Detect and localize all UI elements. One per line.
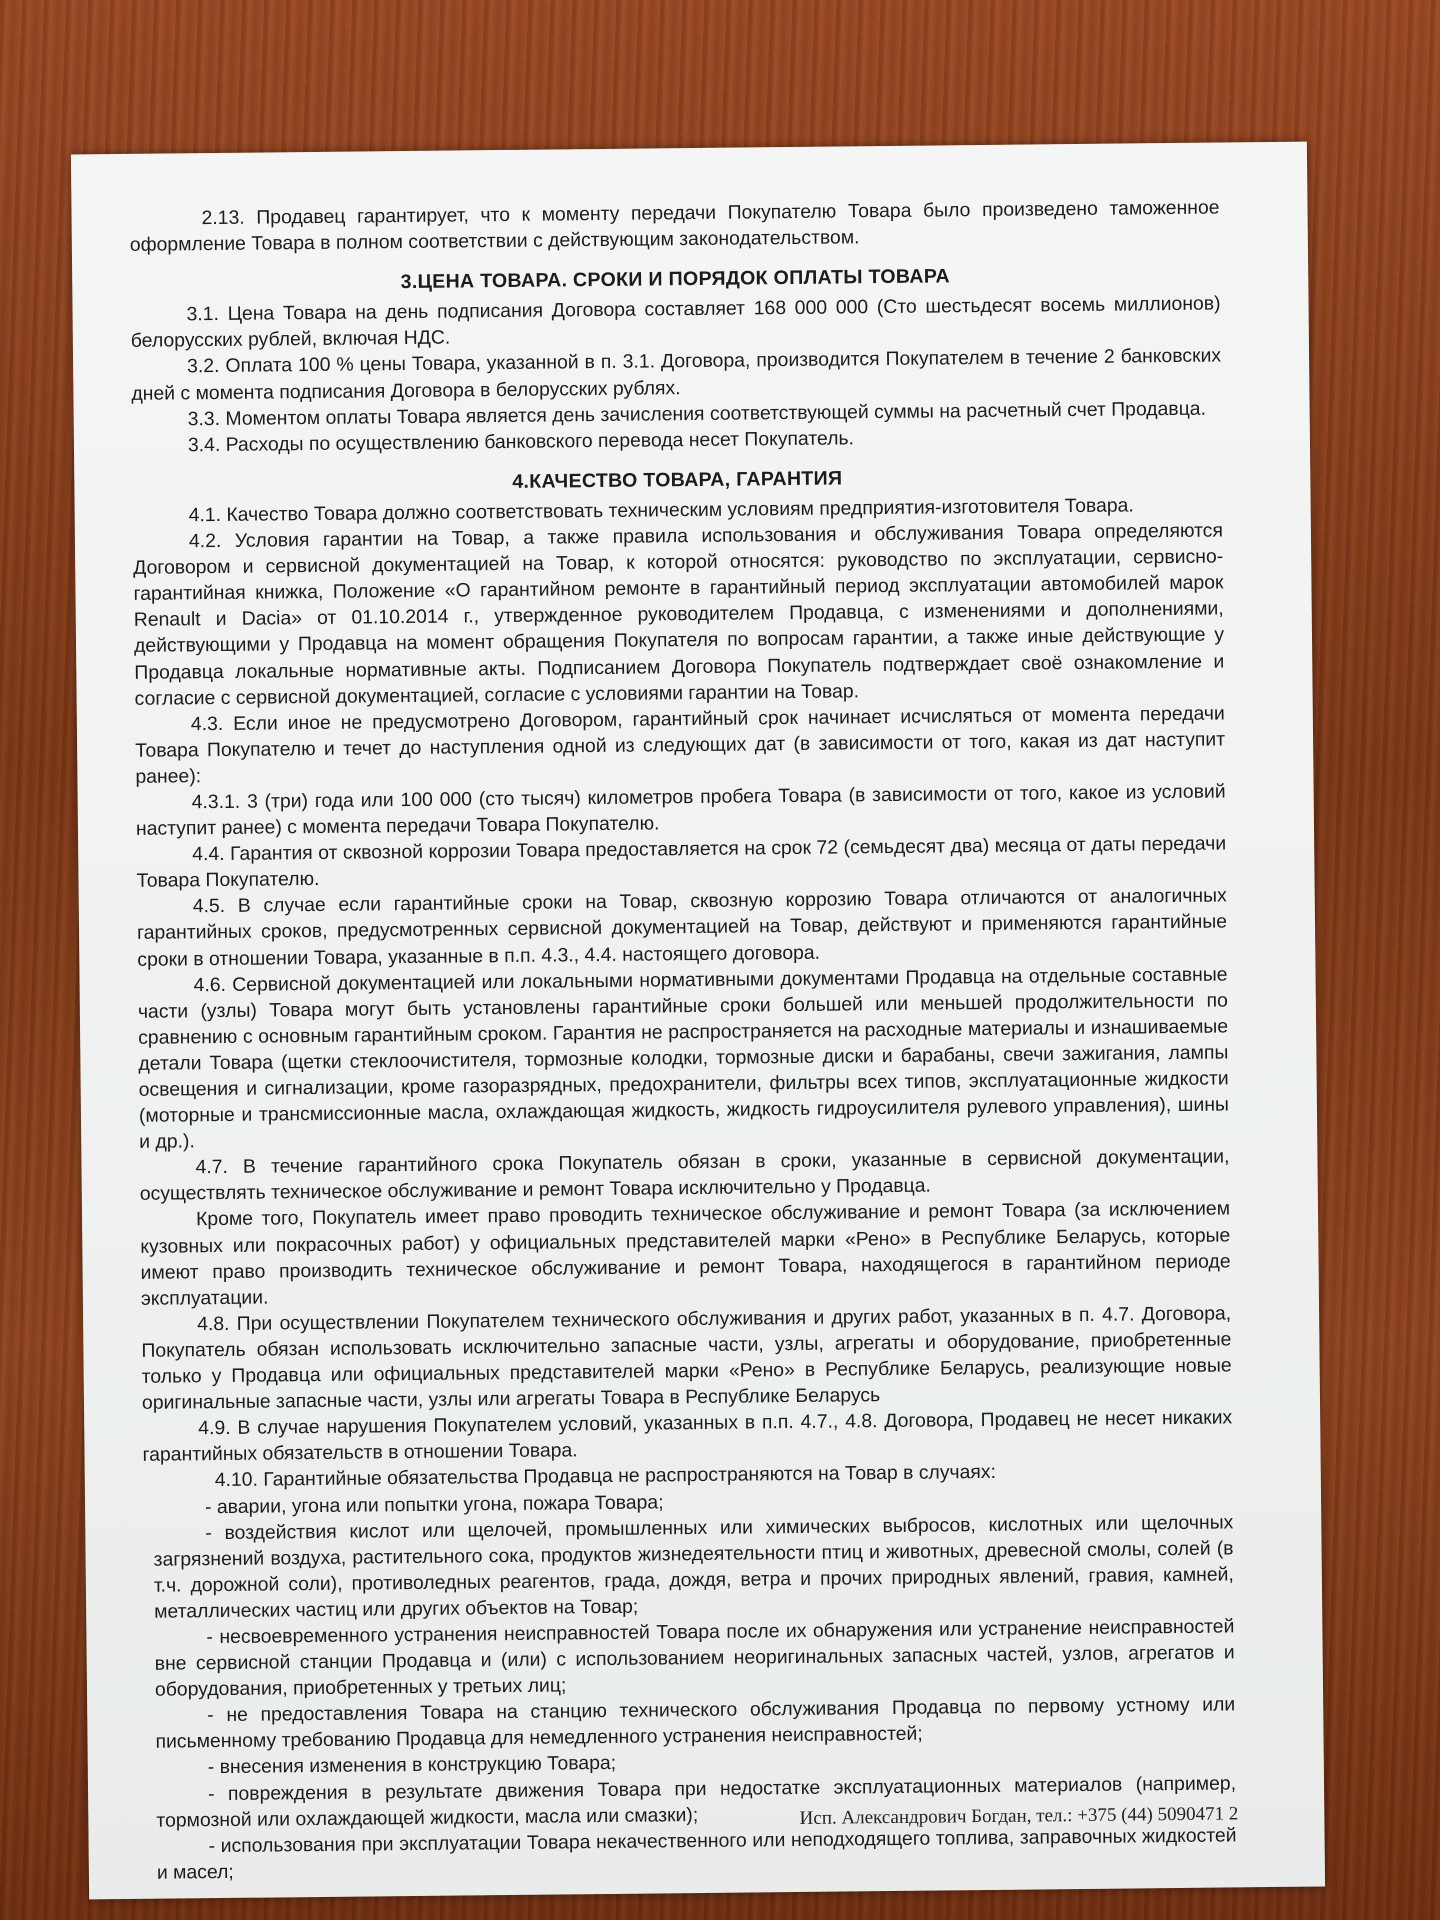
exclusion-item: - повреждения в результате движения Товара при недостатке эксплуатационных материалов (например, тормозной или охлаждающей жидкости, масла или смазки); (156, 1771, 1237, 1832)
exclusion-item: - использования при эксплуатации Товара некачественного или неподходящего топлива, заправочных жидкостей и масел; (156, 1824, 1237, 1884)
clause-4-5: 4.5. В случае если гарантийные сроки на Товар, сквозную коррозию Товара отличаются от аналогичных гарантийных сроков, предусмотренных сервисной документацией на Товар, действуют и применяются гарантийные сроки в отношении Товара, указанные в п.п. 4.3., 4.4. настоящего договора. (136, 884, 1228, 971)
clause-4-3: 4.3. Если иное не предусмотрено Договором, гарантийный срок начинает исчисляться от момента передачи Товара Покупателю и течет до наступления одной из следующих дат (в зависимости от того, какая из дат наступит ранее): (135, 702, 1226, 788)
clause-3-1: 3.1. Цена Товара на день подписания Договора составляет 168 000 000 (Сто шестьдесят восемь миллионов) белорусских рублей, включая НДС. (130, 292, 1221, 353)
clause-4-4: 4.4. Гарантия от сквозной коррозии Товара предоставляется на срок 72 (семьдесят два) месяца от даты передачи Товара Покупателю. (136, 832, 1227, 893)
clause-2-13: 2.13. Продавец гарантирует, что к моменту передачи Покупателю Товара было произведено таможенное оформление Товара в полном соответствии с действующим законодательством. (129, 196, 1220, 257)
section-4-heading: 4.КАЧЕСТВО ТОВАРА, ГАРАНТИЯ (512, 467, 843, 493)
clause-4-10: 4.10. Гарантийные обязательства Продавца не распространяются на Товар в случаях: (214, 1461, 997, 1492)
clause-3-3: 3.3. Моментом оплаты Товара является день зачисления соответствующей суммы на расчетный счет Продавца. (187, 397, 1207, 430)
clause-4-7-continuation: Кроме того, Покупатель имеет право проводить техническое обслуживание и ремонт Товара (за исключением кузовных или покрасочных работ) у официальных представителей марки «Рено» в Республике Беларусь, которые имеют право производить техническое обслуживание и ремонт Товара, находящегося в гарантийном периоде эксплуатации. (140, 1197, 1231, 1310)
exclusion-item: - аварии, угона или попытки угона, пожара Товара; (204, 1490, 664, 1518)
clause-4-2: 4.2. Условия гарантии на Товар, а также правила использования и обслуживания Товара определяются Договором и сервисной документацией на Товар, к которой относятся: руководство по эксплуатации, сервисно-гарантийная книжка, Положение «О гарантийном ремонте в гарантийный период эксплуатации автомобилей марок Renault и Dacia» от 01.10.2014 г., утвержденное руководителем Продавца, с изменениями и дополнениями, действующими у Продавца на момент обращения Покупателя по вопросам гарантии, а также иные действующие у Продавца локальные нормативные акты. Подписанием Договора Покупатель подтверждает своё ознакомление и согласие с сервисной документацией, согласие с условиями гарантии на Товар. (133, 519, 1225, 710)
clause-3-2: 3.2. Оплата 100 % цены Товара, указанной в п. 3.1. Договора, производится Покупателем в течение 2 банковских дней с момента подписания Договора в белорусских рублях. (131, 344, 1222, 405)
clause-4-8: 4.8. При осуществлении Покупателем технического обслуживания и других работ, указанных в п. 4.7. Договора, Покупатель обязан использовать исключительно запасные части, узлы, агрегаты и оборудование, приобретенные только у Продавца или официальных представителей марки «Рено» в Республике Беларусь, реализующие новые оригинальные запасные части, узлы или агрегаты Товара в Республике Беларусь (141, 1302, 1232, 1414)
executor-footer: Исп. Александрович Богдан, тел.: +375 (44) 5090471 2 (799, 1803, 1239, 1829)
exclusion-item: - внесения изменения в конструкцию Товара; (207, 1752, 617, 1779)
exclusion-item: - воздействия кислот или щелочей, промышленных или химических выбросов, кислотных или щелочных загрязнений воздуха, растительного сока, продуктов жизнедеятельности птиц и животных, древесной смолы, солей (в т.ч. дорожной соли), противоледных реагентов, града, дождя, ветра и прочих природных явлений, гравия, камней, металлических частиц или других объектов на Товар; (153, 1511, 1234, 1623)
clause-4-3-1: 4.3.1. 3 (три) года или 100 000 (сто тысяч) километров пробега Товара (в зависимости от того, какое из условий наступит ранее) с момента передачи Товара Покупателю. (135, 780, 1226, 840)
exclusion-item: - не предоставления Товара на станцию технического обслуживания Продавца по первому устному или письменному требованию Продавца для немедленного устранения неисправностей; (155, 1693, 1236, 1754)
clause-4-6: 4.6. Сервисной документацией или локальными нормативными документами Продавца на отдельные составные части (узлы) Товара могут быть установлены гарантийные сроки большей или меньшей продолжительности по сравнению с основным гарантийным сроком. Гарантия не распространяется на расходные материалы и изнашиваемые детали Товара (щетки стеклоочистителя, тормозные колодки, тормозные диски и барабаны, свечи зажигания, лампы освещения и сигнализации, кроме газоразрядных, предохранители, фильтры всех типов, эксплуатационные жидкости (моторные и трансмиссионные масла, охлаждающая жидкость, жидкость гидроусилителя рулевого управления), шины и др.). (137, 963, 1230, 1154)
exclusion-item: - несвоевременного устранения неисправностей Товара после их обнаружения или устранение неисправностей вне сервисной станции Продавца и (или) с использованием неоригинальных запасных частей, узлов, агрегатов и оборудования, приобретенных у третьих лиц; (154, 1615, 1235, 1701)
clause-4-7: 4.7. В течение гарантийного срока Покупатель обязан в сроки, указанные в сервисной документации, осуществлять техническое обслуживание и ремонт Товара исключительно у Продавца. (139, 1145, 1230, 1206)
clause-4-1: 4.1. Качество Товара должно соответствовать техническим условиям предприятия-изготовителя Товара. (188, 494, 1134, 527)
section-3-heading: 3.ЦЕНА ТОВАРА. СРОКИ И ПОРЯДОК ОПЛАТЫ ТОВАРА (400, 265, 950, 294)
document-page (71, 142, 1325, 1900)
clause-4-9: 4.9. В случае нарушения Покупателем условий, указанных в п.п. 4.7., 4.8. Договора, Продавец не несет никаких гарантийных обязательств в отношении Товара. (142, 1406, 1233, 1467)
document-body (129, 194, 1237, 1885)
clause-3-4: 3.4. Расходы по осуществлению банковского перевода несет Покупатель. (187, 427, 855, 457)
